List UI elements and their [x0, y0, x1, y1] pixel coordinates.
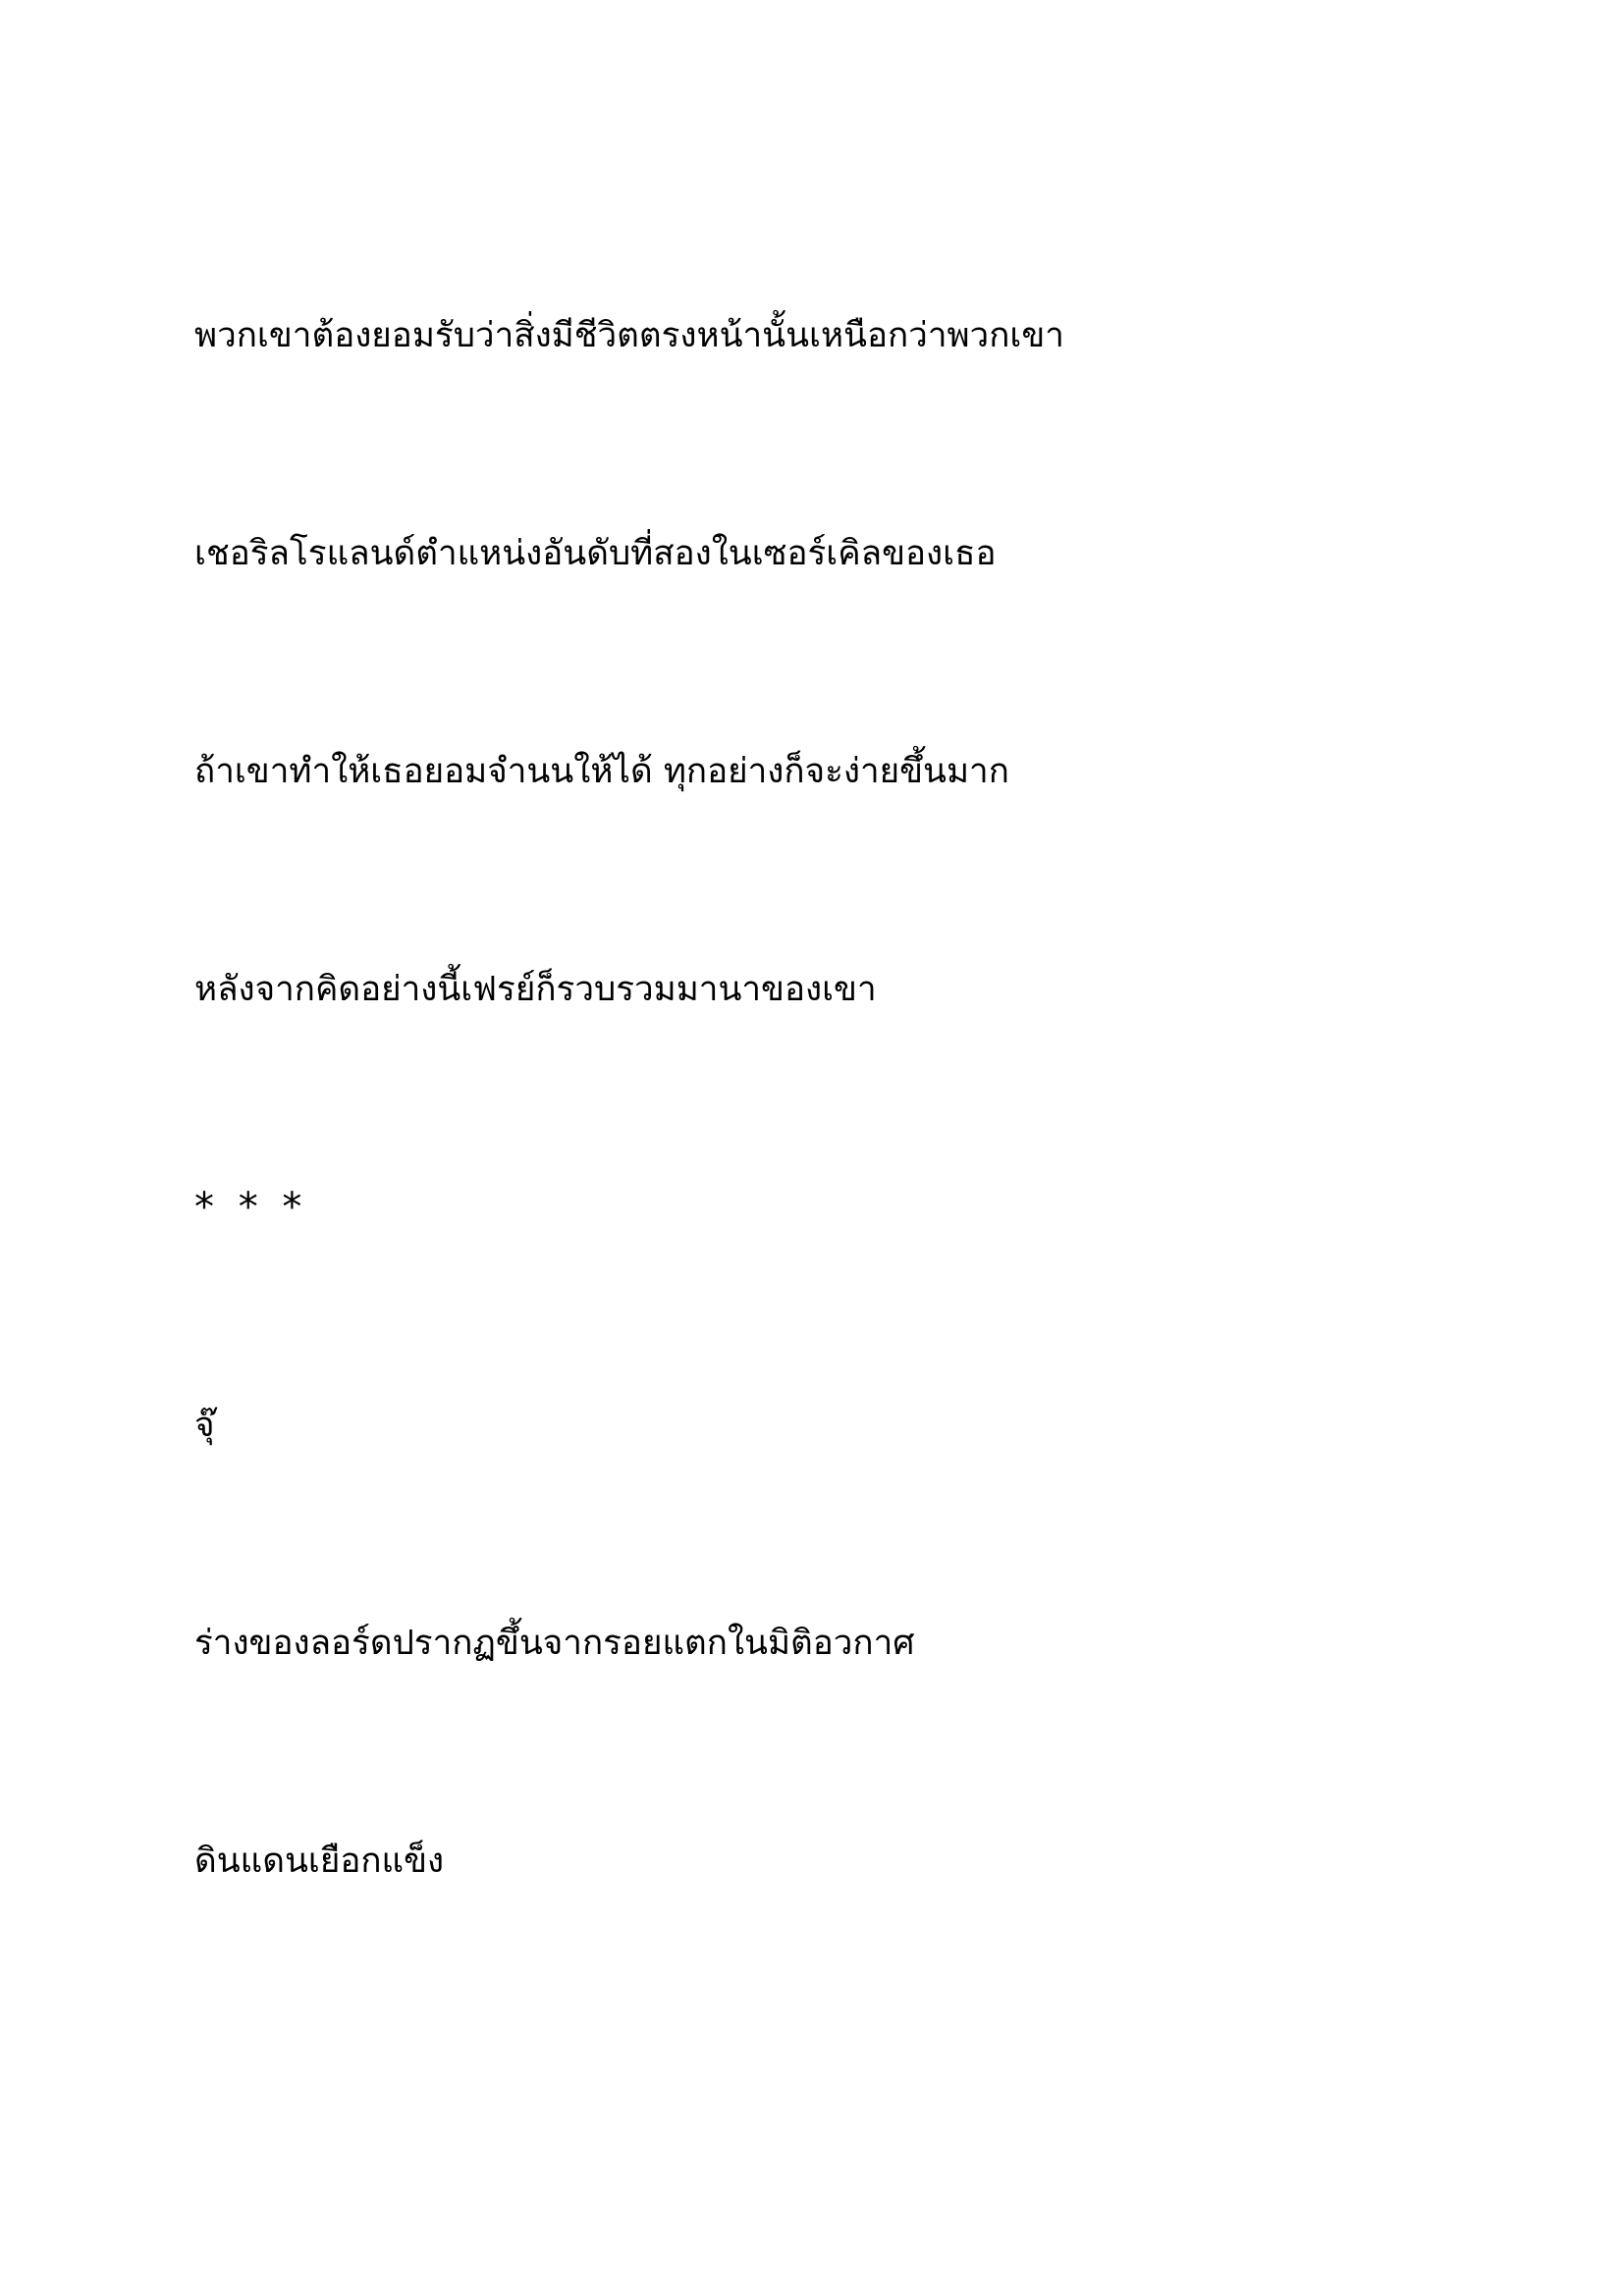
- paragraph: เชอริลโรแลนด์ตำแหน่งอันดับที่สองในเซอร์เคิลของเธอ: [194, 534, 997, 573]
- paragraph: ถ้าเขาทำให้เธอยอมจำนนให้ได้ ทุกอย่างก็จะง่ายขึ้นมาก: [194, 752, 1009, 791]
- paragraph: ดินแดนเยือกแข็ง: [194, 1842, 445, 1881]
- paragraph: พวกเขาต้องยอมรับว่าสิ่งมีชีวิตตรงหน้านั้นเหนือกว่าพวกเขา: [194, 316, 1064, 355]
- paragraph: จุ๊: [194, 1406, 215, 1445]
- section-break: * * *: [194, 1185, 308, 1230]
- paragraph: ร่างของลอร์ดปรากฏขึ้นจากรอยแตกในมิติอวกาศ: [194, 1624, 915, 1663]
- paragraph: หลังจากคิดอย่างนี้เฟรย์ก็รวบรวมมานาของเขา: [194, 970, 877, 1009]
